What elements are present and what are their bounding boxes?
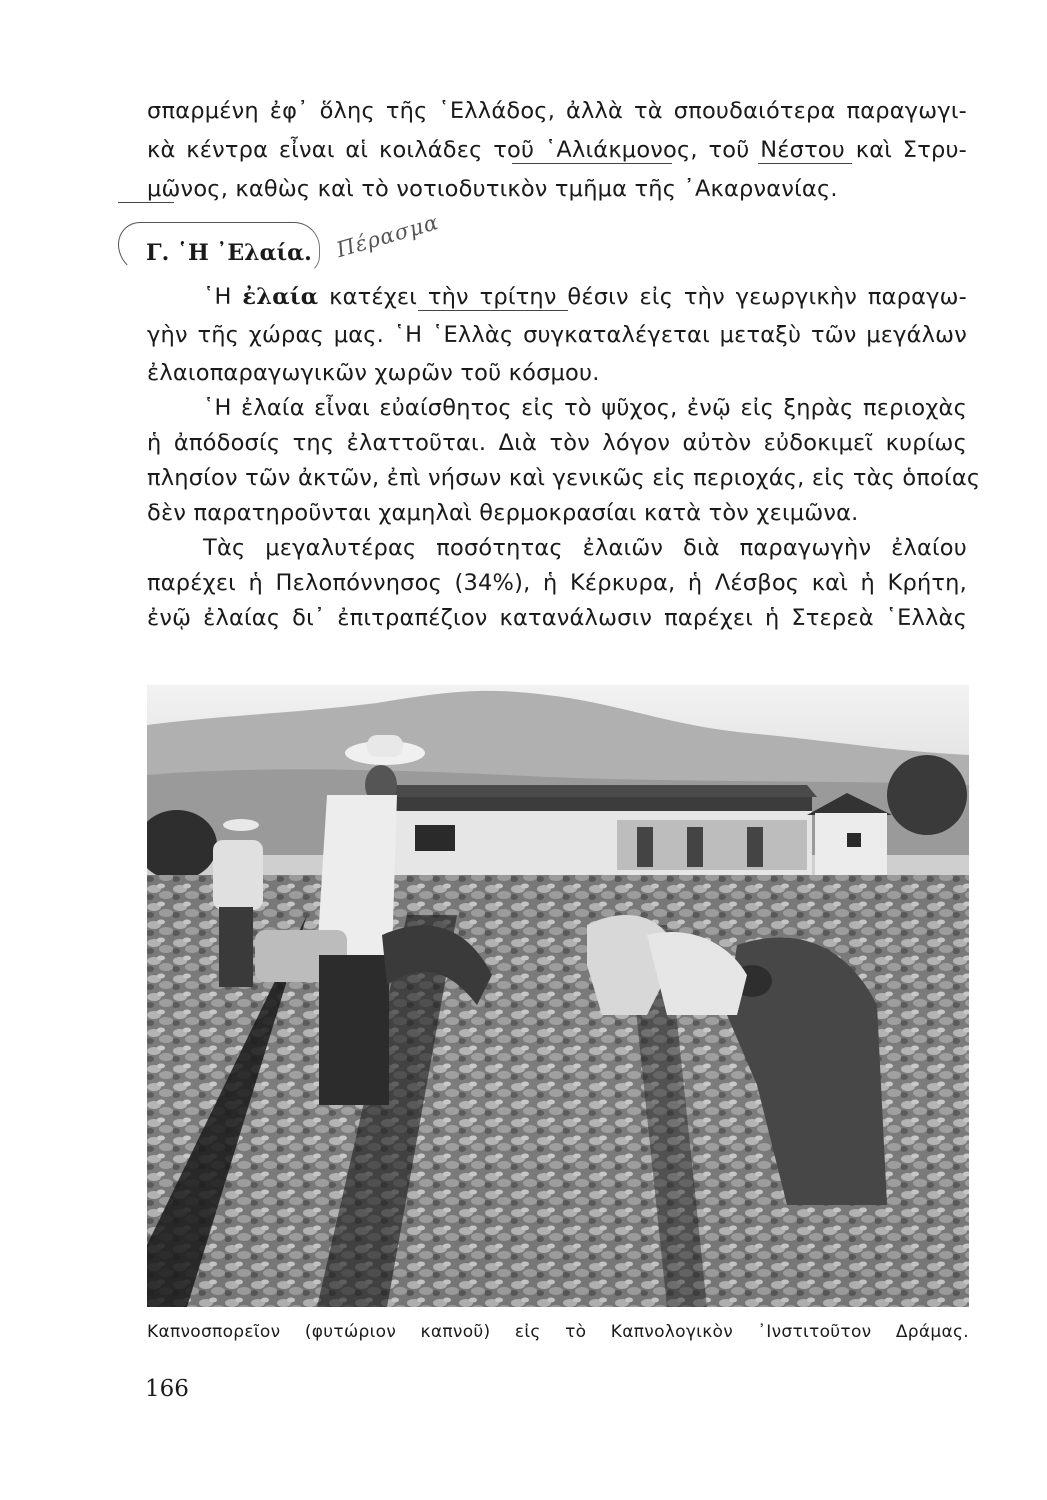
hat-crown	[367, 735, 403, 757]
door	[637, 827, 653, 867]
tree	[887, 755, 967, 835]
page-number: 166	[145, 1376, 189, 1402]
tobacco-nursery-photo	[147, 685, 969, 1307]
door	[687, 827, 703, 867]
worker-shirt	[213, 840, 263, 910]
p2-line-2: ἡ ἀπόδοσίς της ἐλαττοῦται. Διὰ τὸν λόγον αὐτὸν εὐδοκιμεῖ κυρίως	[147, 430, 967, 456]
door	[747, 827, 763, 867]
p1-line-3: ἐλαιοπαραγωγικῶν χωρῶν τοῦ κόσμου.	[147, 360, 600, 386]
hat	[223, 819, 259, 831]
pencil-underline	[418, 310, 568, 311]
p1-line-2: γὴν τῆς χώρας μας. ῾Η ῾Ελλὰς συγκαταλέγεται μεταξὺ τῶν μεγάλων	[147, 322, 967, 348]
section-heading: Γ. ῾Η ᾽Ελαία.	[146, 240, 312, 266]
p3-line-3: ἐνῷ ἐλαίας δι᾽ ἐπιτραπέζιον κατανάλωσιν παρέχει ἡ Στερεὰ ῾Ελλὰς	[147, 605, 967, 631]
p3-line-2: παρέχει ἡ Πελοπόννησος (34%), ἡ Κέρκυρα, ἡ Λέσβος καὶ ἡ Κρήτη,	[147, 570, 967, 596]
pencil-underline	[758, 163, 852, 164]
pencil-underline	[118, 202, 174, 203]
p2-line-3: πλησίον τῶν ἀκτῶν, ἐπὶ νήσων καὶ γενικῶς εἰς περιοχάς, εἰς τὰς ὁποίας	[147, 465, 981, 491]
text-line-2: κὰ κέντρα εἶναι αἱ κοιλάδες τοῦ ῾Αλιάκμονος, τοῦ Νέστου καὶ Στρυ-	[147, 137, 967, 163]
photo-caption: Καπνοσπορεῖον (φυτώριον καπνοῦ) εἰς τὸ Καπνολογικὸν ᾽Ινστιτοῦτον Δράμας.	[147, 1322, 969, 1342]
text-line-3: μῶνος, καθὼς καὶ τὸ νοτιοδυτικὸν τμῆμα τῆς ᾽Ακαρνανίας.	[147, 176, 838, 202]
p2-line-4: δὲν παρατηροῦνται χαμηλαὶ θερμοκρασίαι κατὰ τὸν χειμῶνα.	[147, 500, 859, 526]
building-eave	[382, 797, 812, 811]
house-window	[847, 833, 861, 847]
photo-illustration	[147, 685, 969, 1307]
p1-line-1	[203, 282, 967, 312]
p3-line-1: Τὰς μεγαλυτέρας ποσότητας ἐλαιῶν διὰ παραγωγὴν ἐλαίου	[203, 535, 967, 561]
p1-line-1-start: ῾Η	[203, 284, 243, 310]
p1-line-1-rest: κατέχει τὴν τρίτην θέσιν εἰς τὴν γεωργικὴν παραγω-	[318, 284, 967, 310]
man-trousers	[319, 955, 389, 1105]
bold-term: ἐλαία	[242, 284, 319, 310]
window	[415, 825, 455, 851]
handwritten-note: Πέρασμα	[333, 209, 442, 263]
pencil-underline	[512, 163, 672, 164]
building-roof	[377, 785, 817, 797]
text-line-1: σπαρμένη ἐφ᾽ ὅλης τῆς ῾Ελλάδος, ἀλλὰ τὰ σπουδαιότερα παραγωγι-	[147, 98, 967, 124]
worker-trousers	[219, 907, 253, 987]
p2-line-1: ῾Η ἐλαία εἶναι εὐαίσθητος εἰς τὸ ψῦχος, ἐνῷ εἰς ξηρὰς περιοχὰς	[203, 395, 967, 421]
